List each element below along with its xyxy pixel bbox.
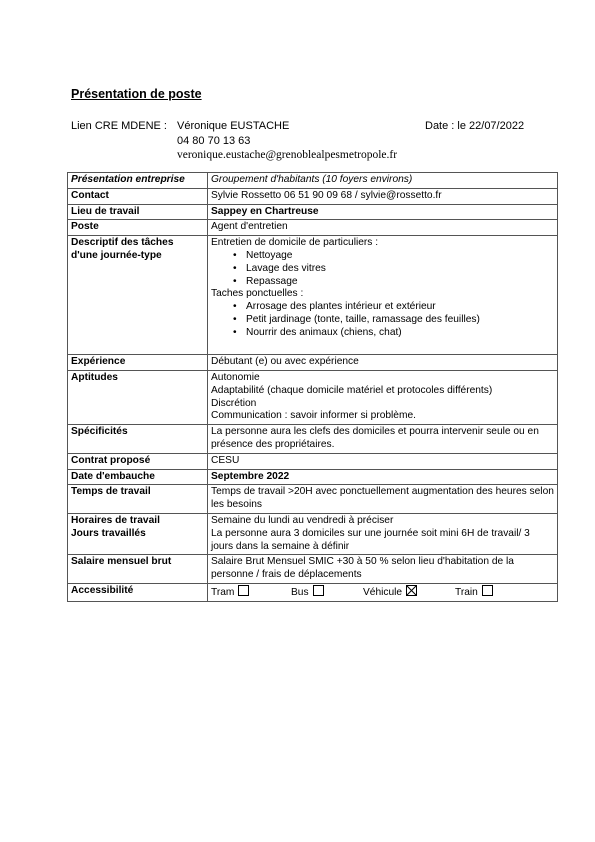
tram-checkbox[interactable]: [238, 585, 249, 596]
row-value-horaires: [208, 513, 558, 554]
row-label-specificites: Spécificités: [68, 425, 208, 454]
access-option-vehicule: [363, 585, 455, 600]
row-value-experience: Débutant (e) ou avec expérience: [208, 355, 558, 371]
list-item: • Nettoyage: [246, 250, 554, 263]
train-checkbox[interactable]: [482, 585, 493, 596]
row-label-lieu: Lieu de travail: [68, 204, 208, 220]
row-value-contrat: CESU: [208, 453, 558, 469]
list-item: • Repassage: [246, 276, 554, 289]
page-title: Présentation de poste: [71, 87, 202, 101]
row-label-aptitudes: Aptitudes: [68, 370, 208, 424]
table-row: [68, 469, 558, 485]
contact-email: veronique.eustache@grenoblealpesmetropole.fr: [177, 149, 398, 161]
list-item: • Nourrir des animaux (chiens, chat): [246, 327, 554, 340]
bus-checkbox[interactable]: [313, 585, 324, 596]
row-value-presentation: Groupement d'habitants (10 foyers environs): [208, 173, 558, 189]
job-details-table: [67, 172, 558, 602]
descriptif-intro-2: Taches ponctuelles :: [211, 288, 304, 300]
table-row: [68, 583, 558, 601]
list-item: • Lavage des vitres: [246, 263, 554, 276]
row-value-contact: Sylvie Rossetto 06 51 90 09 68 / sylvie@rossetto.fr: [208, 188, 558, 204]
row-label-horaires: [68, 513, 208, 554]
contact-phone: 04 80 70 13 63: [177, 135, 251, 147]
contact-label: Lien CRE MDENE :: [71, 120, 167, 132]
row-value-specificites: La personne aura les clefs des domiciles et pourra intervenir seule ou en présence des propriétaires.: [208, 425, 558, 454]
aptitude-line: Communication : savoir informer si problème.: [211, 410, 416, 422]
row-label-accessibilite: Accessibilité: [68, 583, 208, 601]
row-value-lieu: Sappey en Chartreuse: [208, 204, 558, 220]
horaires-line2: La personne aura 3 domiciles sur une journée soit mini 6H de travail/ 3 jours dans la semaine à définir: [211, 527, 530, 552]
table-row: [68, 485, 558, 514]
table-row: [68, 370, 558, 424]
list-item: • Arrosage des plantes intérieur et extérieur: [246, 301, 554, 314]
row-label-temps: Temps de travail: [68, 485, 208, 514]
row-value-aptitudes: [208, 370, 558, 424]
row-label-horaires-line1: Horaires de travail: [71, 514, 160, 526]
aptitude-line: Discrétion: [211, 397, 257, 409]
aptitude-line: Adaptabilité (chaque domicile matériel et protocoles différents): [211, 384, 493, 396]
list-item: • Petit jardinage (tonte, taille, ramassage des feuilles): [246, 314, 554, 327]
table-row: [68, 513, 558, 554]
row-label-embauche: Date d'embauche: [68, 469, 208, 485]
table-row: [68, 425, 558, 454]
row-label-poste: Poste: [68, 220, 208, 236]
row-label-descriptif-line1: Descriptif des tâches: [71, 237, 174, 249]
table-row: [68, 220, 558, 236]
row-value-poste: Agent d'entretien: [208, 220, 558, 236]
access-option-train: [455, 585, 493, 600]
table-row: [68, 555, 558, 584]
access-option-bus: [291, 585, 363, 600]
row-label-descriptif-line2: d'une journée-type: [71, 249, 162, 261]
row-label-contact: Contact: [68, 188, 208, 204]
table-row: [68, 204, 558, 220]
row-label-contrat: Contrat proposé: [68, 453, 208, 469]
row-value-temps: Temps de travail >20H avec ponctuellement augmentation des heures selon les besoins: [208, 485, 558, 514]
task-list-regular: [211, 250, 554, 288]
horaires-line1: Semaine du lundi au vendredi à préciser: [211, 514, 394, 526]
table-row: [68, 173, 558, 189]
vehicule-checkbox[interactable]: [406, 585, 417, 596]
row-label-descriptif: [68, 236, 208, 355]
row-label-experience: Expérience: [68, 355, 208, 371]
access-option-label: Train: [455, 586, 478, 598]
row-label-horaires-line2: Jours travaillés: [71, 527, 146, 539]
row-label-presentation: Présentation entreprise: [68, 173, 208, 189]
contact-name: Véronique EUSTACHE: [177, 120, 290, 132]
access-option-tram: [211, 585, 291, 600]
row-value-accessibilite: [208, 583, 558, 601]
row-value-descriptif: [208, 236, 558, 355]
table-row: [68, 188, 558, 204]
table-row: [68, 355, 558, 371]
row-label-salaire: Salaire mensuel brut: [68, 555, 208, 584]
row-value-salaire: Salaire Brut Mensuel SMIC +30 à 50 % selon lieu d'habitation de la personne / frais de déplacements: [208, 555, 558, 584]
row-value-embauche: Septembre 2022: [208, 469, 558, 485]
descriptif-intro: Entretien de domicile de particuliers :: [211, 237, 379, 249]
access-option-label: Véhicule: [363, 586, 403, 598]
task-list-occasional: [211, 301, 554, 339]
access-option-label: Bus: [291, 586, 309, 598]
access-option-label: Tram: [211, 586, 235, 598]
document-date: Date : le 22/07/2022: [425, 120, 525, 132]
table-row: [68, 453, 558, 469]
aptitude-line: Autonomie: [211, 371, 260, 383]
table-row: [68, 236, 558, 355]
